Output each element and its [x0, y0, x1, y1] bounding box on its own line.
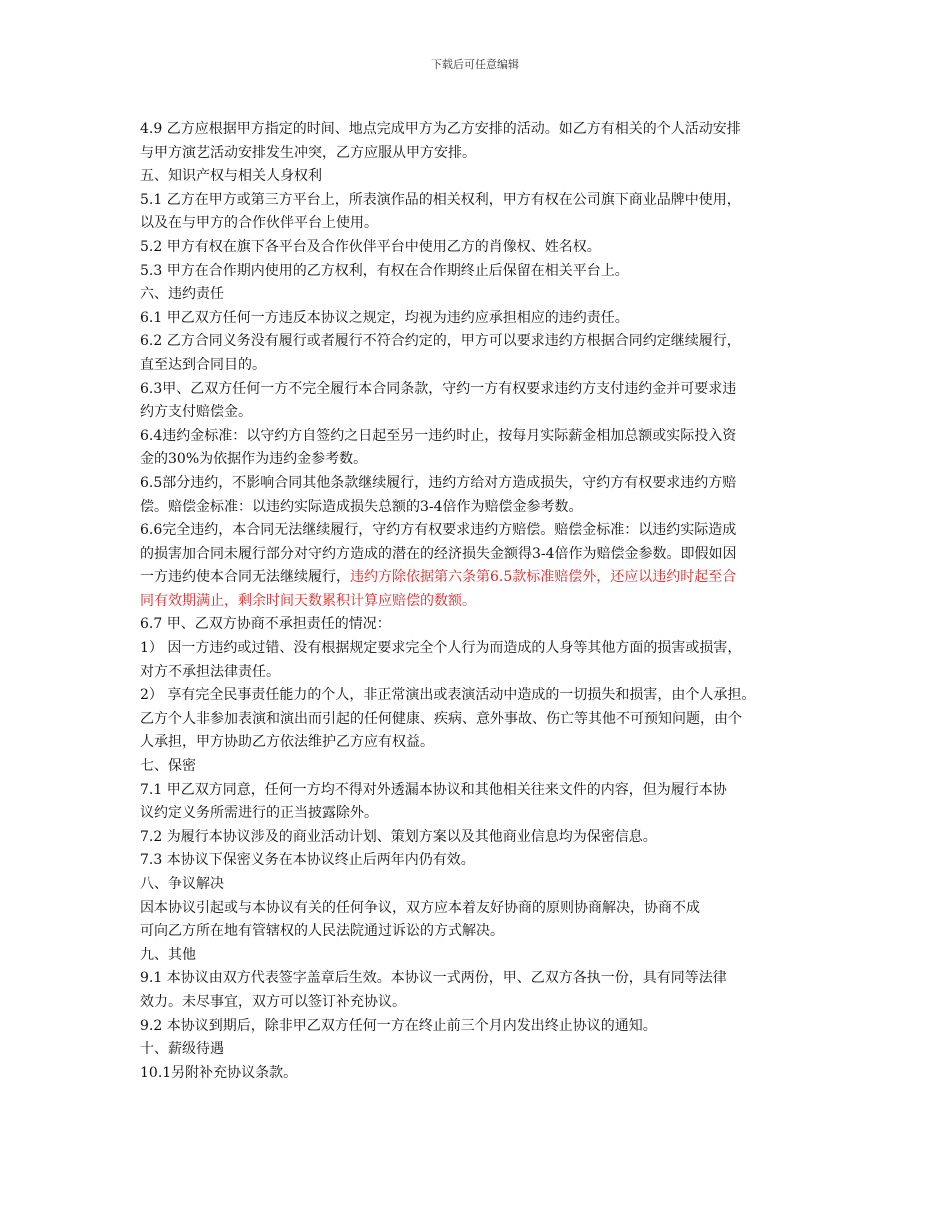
section-heading-10: 十、薪级待遇	[140, 1041, 224, 1058]
clause-7-1-line-2: 议约定义务所需进行的正当披露除外。	[140, 805, 378, 822]
clause-6-6-line-2: 的损害加合同未履行部分对守约方造成的潜在的经济损失金额得3-4倍作为赔偿金参数。即假如因	[140, 545, 737, 562]
clause-7-3: 7.3 本协议下保密义务在本协议终止后两年内仍有效。	[140, 852, 475, 869]
document-body	[140, 118, 830, 1085]
clause-6-7-item-2-line-3: 人承担，甲方协助乙方依法维护乙方应有权益。	[140, 734, 434, 751]
clause-6-6-red-text: 违约方除依据第六条第6.5款标准赔偿外，还应以违约时起至合	[350, 569, 737, 586]
clause-7-1-line-1: 7.1 甲乙双方同意，任何一方均不得对外透漏本协议和其他相关往来文件的内容，但为履行本协	[140, 781, 727, 798]
clause-6-7-item-2-line-2: 乙方个人非参加表演和演出而引起的任何健康、疾病、意外事故、伤亡等其他不可预知问题，由个	[140, 710, 742, 727]
clause-10-1: 10.1另附补充协议条款。	[140, 1064, 298, 1081]
clause-6-6-line-3	[140, 566, 830, 590]
clause-9-2: 9.2 本协议到期后，除非甲乙双方任何一方在终止前三个月内发出终止协议的通知。	[140, 1017, 657, 1034]
clause-6-5-line-2: 偿。赔偿金标准：以违约实际造成损失总额的3-4倍作为赔偿金参考数。	[140, 498, 583, 515]
clause-6-6-line-1: 6.6完全违约，本合同无法继续履行，守约方有权要求违约方赔偿。赔偿金标准：以违约实际造成	[140, 522, 737, 539]
clause-6-5-line-1: 6.5部分违约，不影响合同其他条款继续履行，违约方给对方造成损失，守约方有权要求违约方赔	[140, 474, 737, 491]
clause-6-4-line-1: 6.4违约金标准：以守约方自签约之日起至另一违约时止，按每月实际薪金相加总额或实际投入资	[140, 427, 737, 444]
clause-4-9-line-1: 4.9 乙方应根据甲方指定的时间、地点完成甲方为乙方安排的活动。如乙方有相关的个人活动安排	[140, 121, 741, 137]
clause-5-2: 5.2 甲方有权在旗下各平台及合作伙伴平台中使用乙方的肖像权、姓名权。	[140, 238, 601, 255]
section-heading-9: 九、其他	[140, 946, 196, 963]
clause-7-2: 7.2 为履行本协议涉及的商业活动计划、策划方案以及其他商业信息均为保密信息。	[140, 828, 657, 845]
clause-6-7-item-1-line-1: 1） 因一方违约或过错、没有根据规定要求完全个人行为而造成的人身等其他方面的损害或损害，	[140, 640, 742, 657]
clause-4-9-line-2: 与甲方演艺活动安排发生冲突，乙方应服从甲方安排。	[140, 144, 476, 161]
clause-5-1-line-2: 以及在与甲方的合作伙伴平台上使用。	[140, 215, 378, 232]
section-heading-5: 五、知识产权与相关人身权利	[140, 168, 322, 185]
clause-9-1-line-1: 9.1 本协议由双方代表签字盖章后生效。本协议一式两份，甲、乙双方各执一份，具有同等法律	[140, 970, 727, 987]
clause-6-6-black-text: 一方违约使本合同无法继续履行，	[140, 569, 350, 586]
clause-5-1-line-1: 5.1 乙方在甲方或第三方平台上，所表演作品的相关权利，甲方有权在公司旗下商业品牌中使用，	[140, 191, 741, 208]
section-heading-7: 七、保密	[140, 758, 196, 775]
clause-6-3-line-2: 约方支付赔偿金。	[140, 404, 252, 421]
clause-6-6-line-4: 同有效期满止，剩余时间天数累积计算应赔偿的数额。	[140, 592, 476, 609]
clause-6-7-item-2-line-1: 2） 享有完全民事责任能力的个人，非正常演出或表演活动中造成的一切损失和损害，由个人承担。	[140, 687, 756, 704]
page-header: 下载后可任意编辑	[431, 58, 519, 71]
clause-6-3-line-1: 6.3甲、乙双方任何一方不完全履行本合同条款，守约一方有权要求违约方支付违约金并可要求违	[140, 380, 737, 397]
clause-8-line-2: 可向乙方所在地有管辖权的人民法院通过诉讼的方式解决。	[140, 923, 504, 940]
section-heading-8: 八、争议解决	[140, 876, 224, 892]
clause-6-2-line-2: 直至达到合同目的。	[140, 356, 266, 373]
section-heading-6: 六、违约责任	[140, 286, 224, 303]
clause-8-line-1: 因本协议引起或与本协议有关的任何争议，双方应本着友好协商的原则协商解决，协商不成	[140, 899, 700, 916]
clause-6-4-line-2: 金的30%为依据作为违约金参考数。	[140, 451, 368, 468]
clause-9-1-line-2: 效力。未尽事宜，双方可以签订补充协议。	[140, 993, 406, 1010]
clause-6-7: 6.7 甲、乙双方协商不承担责任的情况：	[140, 616, 391, 633]
clause-6-2-line-1: 6.2 乙方合同义务没有履行或者履行不符合约定的，甲方可以要求违约方根据合同约定继续履行，	[140, 333, 741, 350]
clause-5-3: 5.3 甲方在合作期内使用的乙方权利，有权在合作期终止后保留在相关平台上。	[140, 262, 629, 279]
clause-6-1: 6.1 甲乙双方任何一方违反本协议之规定，均视为违约应承担相应的违约责任。	[140, 309, 629, 326]
clause-6-7-item-1-line-2: 对方不承担法律责任。	[140, 663, 280, 680]
